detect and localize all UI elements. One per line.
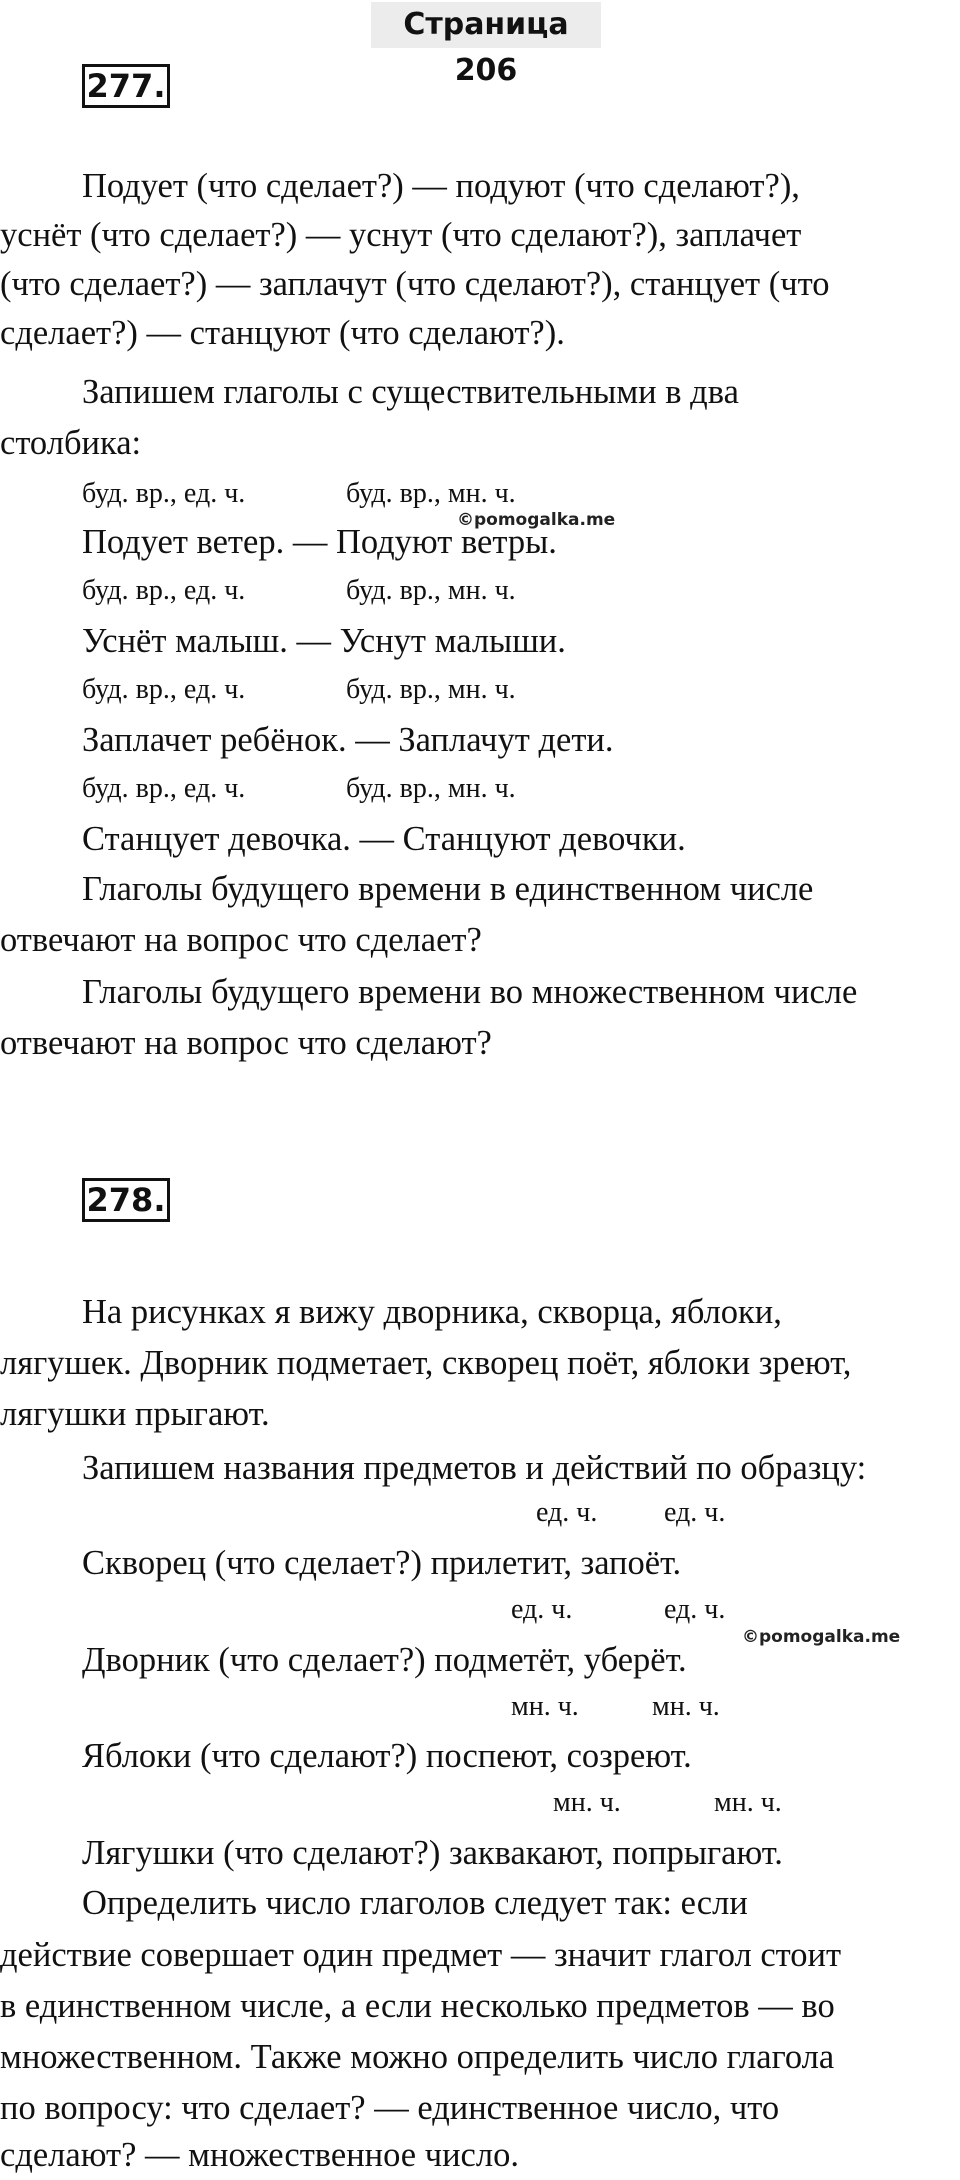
number-label-plural: мн. ч. (652, 1691, 720, 1722)
text-line: На рисунках я вижу дворника, скворца, яблоки, (82, 1293, 782, 1331)
text-line: уснёт (что сделает?) — уснут (что сделают?), заплачет (0, 216, 802, 254)
tense-label-plural: буд. вр., мн. ч. (346, 478, 516, 509)
text-line: сделают? — множественное число. (0, 2136, 519, 2174)
text-line: действие совершает один предмет — значит глагол стоит (0, 1936, 842, 1974)
watermark: ©pomogalka.me (742, 1627, 901, 1647)
example-line: Яблоки (что сделают?) поспеют, созреют. (82, 1737, 692, 1775)
number-label-plural: мн. ч. (553, 1787, 621, 1818)
example-line: Лягушки (что сделают?) заквакают, попрыгают. (82, 1834, 783, 1872)
text-line: Глаголы будущего времени во множественном числе (82, 973, 858, 1011)
example-line: Уснёт малыш. — Уснут малыши. (82, 622, 566, 660)
example-line: Скворец (что сделает?) прилетит, запоёт. (82, 1544, 682, 1582)
tense-label-plural: буд. вр., мн. ч. (346, 575, 516, 606)
example-line: Заплачет ребёнок. — Заплачут дети. (82, 721, 614, 759)
text-line: отвечают на вопрос что сделают? (0, 1024, 492, 1062)
text-line: Подует (что сделает?) — подуют (что сделают?), (82, 167, 800, 205)
text-line: Запишем глаголы с существительными в два (82, 373, 739, 411)
text-line: лягушки прыгают. (0, 1395, 270, 1433)
example-line: Подует ветер. — Подуют ветры. (82, 523, 557, 561)
text-line: множественном. Также можно определить число глагола (0, 2038, 835, 2076)
number-label-singular: ед. ч. (536, 1497, 598, 1528)
text-line: столбика: (0, 424, 142, 462)
example-line: Дворник (что сделает?) подметёт, уберёт. (82, 1641, 687, 1679)
tense-label-singular: буд. вр., ед. ч. (82, 773, 246, 804)
tense-label-singular: буд. вр., ед. ч. (82, 575, 246, 606)
number-label-plural: мн. ч. (714, 1787, 782, 1818)
tense-label-singular: буд. вр., ед. ч. (82, 478, 246, 509)
exercise-number-277: 277. (82, 64, 170, 108)
text-line: Глаголы будущего времени в единственном числе (82, 870, 814, 908)
example-line: Станцует девочка. — Станцуют девочки. (82, 820, 686, 858)
text-line: по вопросу: что сделает? — единственное число, что (0, 2089, 780, 2127)
number-label-singular: ед. ч. (511, 1594, 573, 1625)
number-label-singular: ед. ч. (664, 1497, 726, 1528)
number-label-plural: мн. ч. (511, 1691, 579, 1722)
tense-label-singular: буд. вр., ед. ч. (82, 674, 246, 705)
tense-label-plural: буд. вр., мн. ч. (346, 773, 516, 804)
number-label-singular: ед. ч. (664, 1594, 726, 1625)
text-line: сделает?) — станцуют (что сделают?). (0, 314, 565, 352)
text-line: в единственном числе, а если несколько предметов — во (0, 1987, 835, 2025)
watermark: ©pomogalka.me (457, 510, 616, 530)
exercise-number-278: 278. (82, 1178, 170, 1222)
page-title: Страница 206 (371, 2, 601, 48)
text-line: Определить число глаголов следует так: если (82, 1884, 748, 1922)
tense-label-plural: буд. вр., мн. ч. (346, 674, 516, 705)
text-line: лягушек. Дворник подметает, скворец поёт, яблоки зреют, (0, 1344, 852, 1382)
text-line: отвечают на вопрос что сделает? (0, 921, 482, 959)
text-line: Запишем названия предметов и действий по образцу: (82, 1449, 867, 1487)
text-line: (что сделает?) — заплачут (что сделают?), станцует (что (0, 265, 830, 303)
